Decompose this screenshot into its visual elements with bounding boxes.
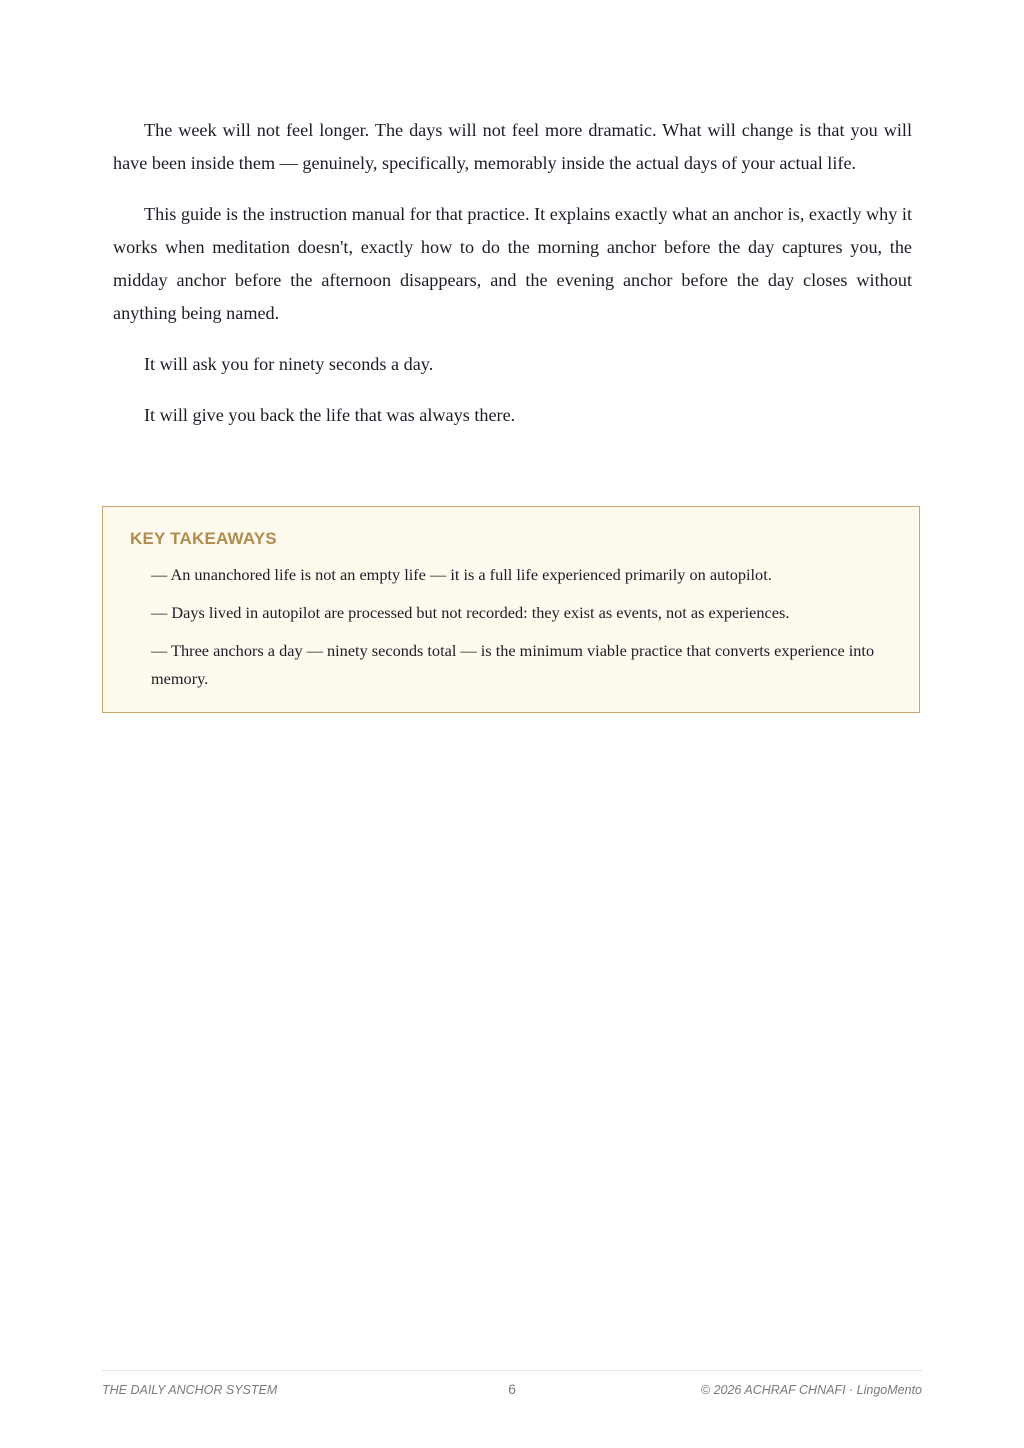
page-number: 6 xyxy=(508,1381,516,1397)
key-takeaways-list xyxy=(151,561,899,703)
body-paragraph: The week will not feel longer. The days will not feel more dramatic. What will change is that you will have been inside them — genuinely, specifically, memorably inside the actual days of your actual life. xyxy=(113,120,912,173)
takeaway-item: — An unanchored life is not an empty life — it is a full life experienced primarily on autopilot. xyxy=(151,565,772,584)
body-paragraph: It will give you back the life that was always there. xyxy=(144,405,516,425)
footer-book-title: THE DAILY ANCHOR SYSTEM xyxy=(102,1383,278,1397)
body-paragraph: This guide is the instruction manual for that practice. It explains exactly what an anchor is, exactly why it works when meditation doesn't, exactly how to do the morning anchor before the day captures you, the midday anchor before the afternoon disappears, and the evening anchor before the day closes without anything being named. xyxy=(113,204,912,323)
takeaway-item: — Three anchors a day — ninety seconds total — is the minimum viable practice that converts experience into memory. xyxy=(151,641,875,688)
footer-divider xyxy=(102,1370,922,1371)
key-takeaways-title: KEY TAKEAWAYS xyxy=(130,529,277,548)
key-takeaways-box xyxy=(102,506,920,713)
main-text xyxy=(113,114,912,450)
footer-copyright: © 2026 ACHRAF CHNAFI · LingoMento xyxy=(700,1383,922,1397)
takeaway-item: — Days lived in autopilot are processed but not recorded: they exist as events, not as experiences. xyxy=(151,603,790,622)
body-paragraph: It will ask you for ninety seconds a day. xyxy=(144,354,434,374)
